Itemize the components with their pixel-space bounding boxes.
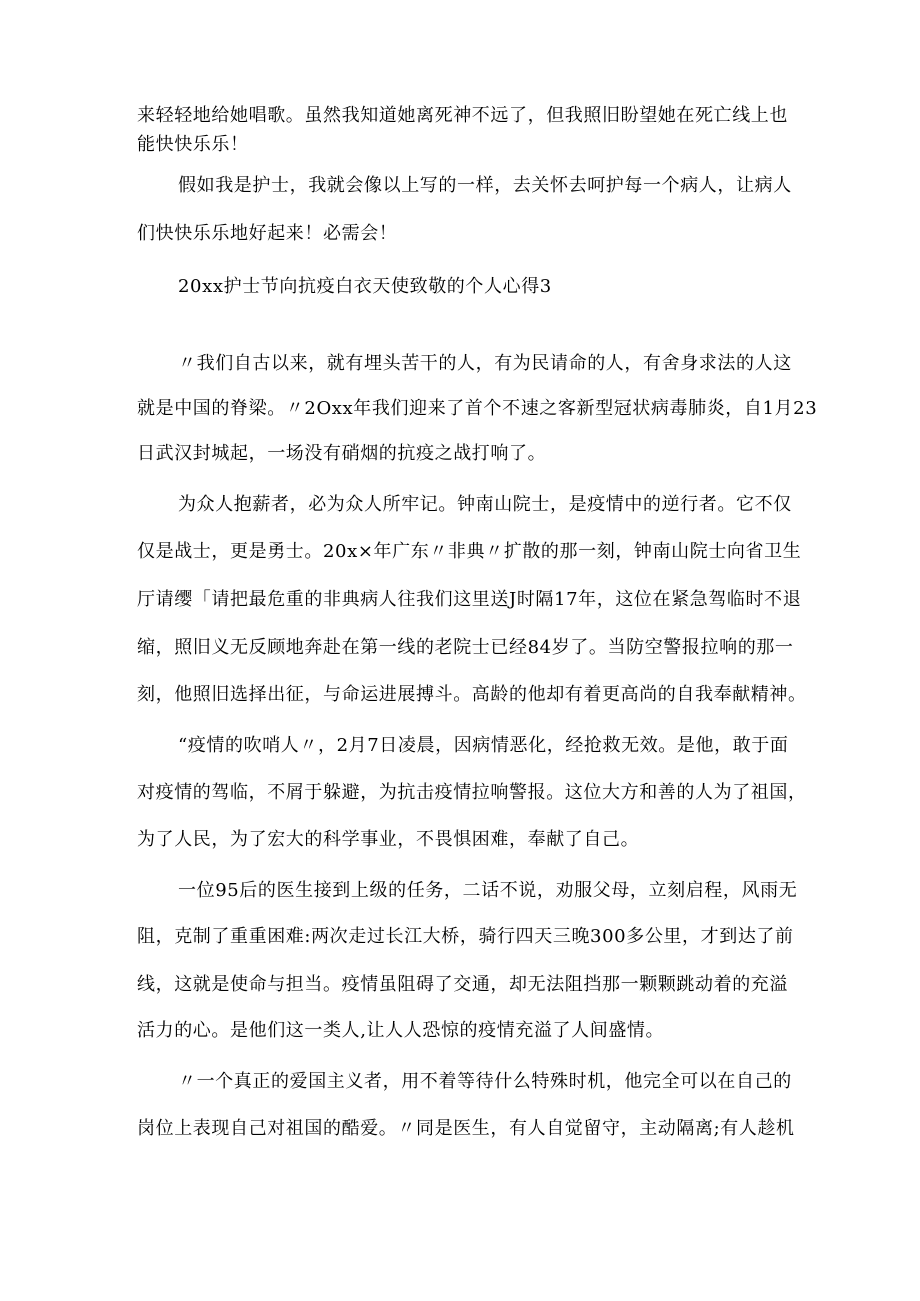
text-line: 假如我是护士，我就会像以上写的一样，去关怀去呵护每一个病人，让病人 bbox=[178, 175, 792, 196]
text-line: “疫情的吹哨人〃，2月7日凌晨，因病情恶化，经抢救无效。是他，敢于面 bbox=[178, 735, 789, 756]
text-line: 一位95后的医生接到上级的任务，二话不说，劝服父母，立刻启程，风雨无 bbox=[178, 880, 798, 901]
section-heading: 20xx护士节向抗疫白衣天使致敬的个人心得3 bbox=[178, 276, 552, 297]
text-line: 就是中国的脊梁。〃2Oxx年我们迎来了首个不速之客新型冠状病毒肺炎，自1月23 bbox=[137, 398, 818, 419]
text-line: 为众人抱薪者，必为众人所牢记。钟南山院士，是疫情中的逆行者。它不仅 bbox=[178, 494, 792, 515]
text-line: 阻，克制了重重困难:两次走过长江大桥，骑行四天三晚300多公里，才到达了前 bbox=[137, 926, 794, 947]
text-line: 仅是战士，更是勇士。20x×年广东〃非典〃扩散的那一刻，钟南山院士向省卫生 bbox=[137, 541, 802, 562]
text-line: 能快快乐乐！ bbox=[137, 134, 249, 155]
text-line: 〃一个真正的爱国主义者，用不着等待什么特殊时机，他完全可以在自己的 bbox=[178, 1071, 792, 1092]
text-line: 日武汉封城起，一场没有硝烟的抗疫之战打响了。 bbox=[137, 443, 547, 464]
text-line: 缩，照旧义无反顾地奔赴在第一线的老院士已经84岁了。当防空警报拉响的那一 bbox=[137, 637, 794, 658]
text-line: 为了人民，为了宏大的科学事业，不畏惧困难，奉献了自己。 bbox=[137, 829, 640, 850]
text-line: 厅请缨「请把最危重的非典病人往我们这里送J时隔17年，这位在紧急驾临时不退 bbox=[137, 589, 802, 610]
text-line: 〃我们自古以来，就有埋头苦干的人，有为民请命的人，有舍身求法的人这 bbox=[178, 353, 792, 374]
text-line: 对疫情的驾临，不屑于躲避，为抗击疫情拉响警报。这位大方和善的人为了祖国， bbox=[137, 782, 807, 803]
text-line: 来轻轻地给她唱歌。虽然我知道她离死神不远了，但我照旧盼望她在死亡线上也 bbox=[137, 105, 788, 126]
text-line: 活力的心。是他们这一类人,让人人恐惊的疫情充溢了人间盛情。 bbox=[137, 1020, 665, 1041]
text-line: 线，这就是使命与担当。疫情虽阻碍了交通，却无法阻挡那一颗颗跳动着的充溢 bbox=[137, 974, 788, 995]
text-line: 们快快乐乐地好起来！必需会！ bbox=[137, 223, 398, 244]
text-line: 岗位上表现自己对祖国的酷爱。〃同是医生，有人自觉留守，主动隔离;有人趁机 bbox=[137, 1118, 795, 1139]
text-line: 刻，他照旧选择出征，与命运进展搏斗。高龄的他却有着更高尚的自我奉献精神。 bbox=[137, 684, 807, 705]
